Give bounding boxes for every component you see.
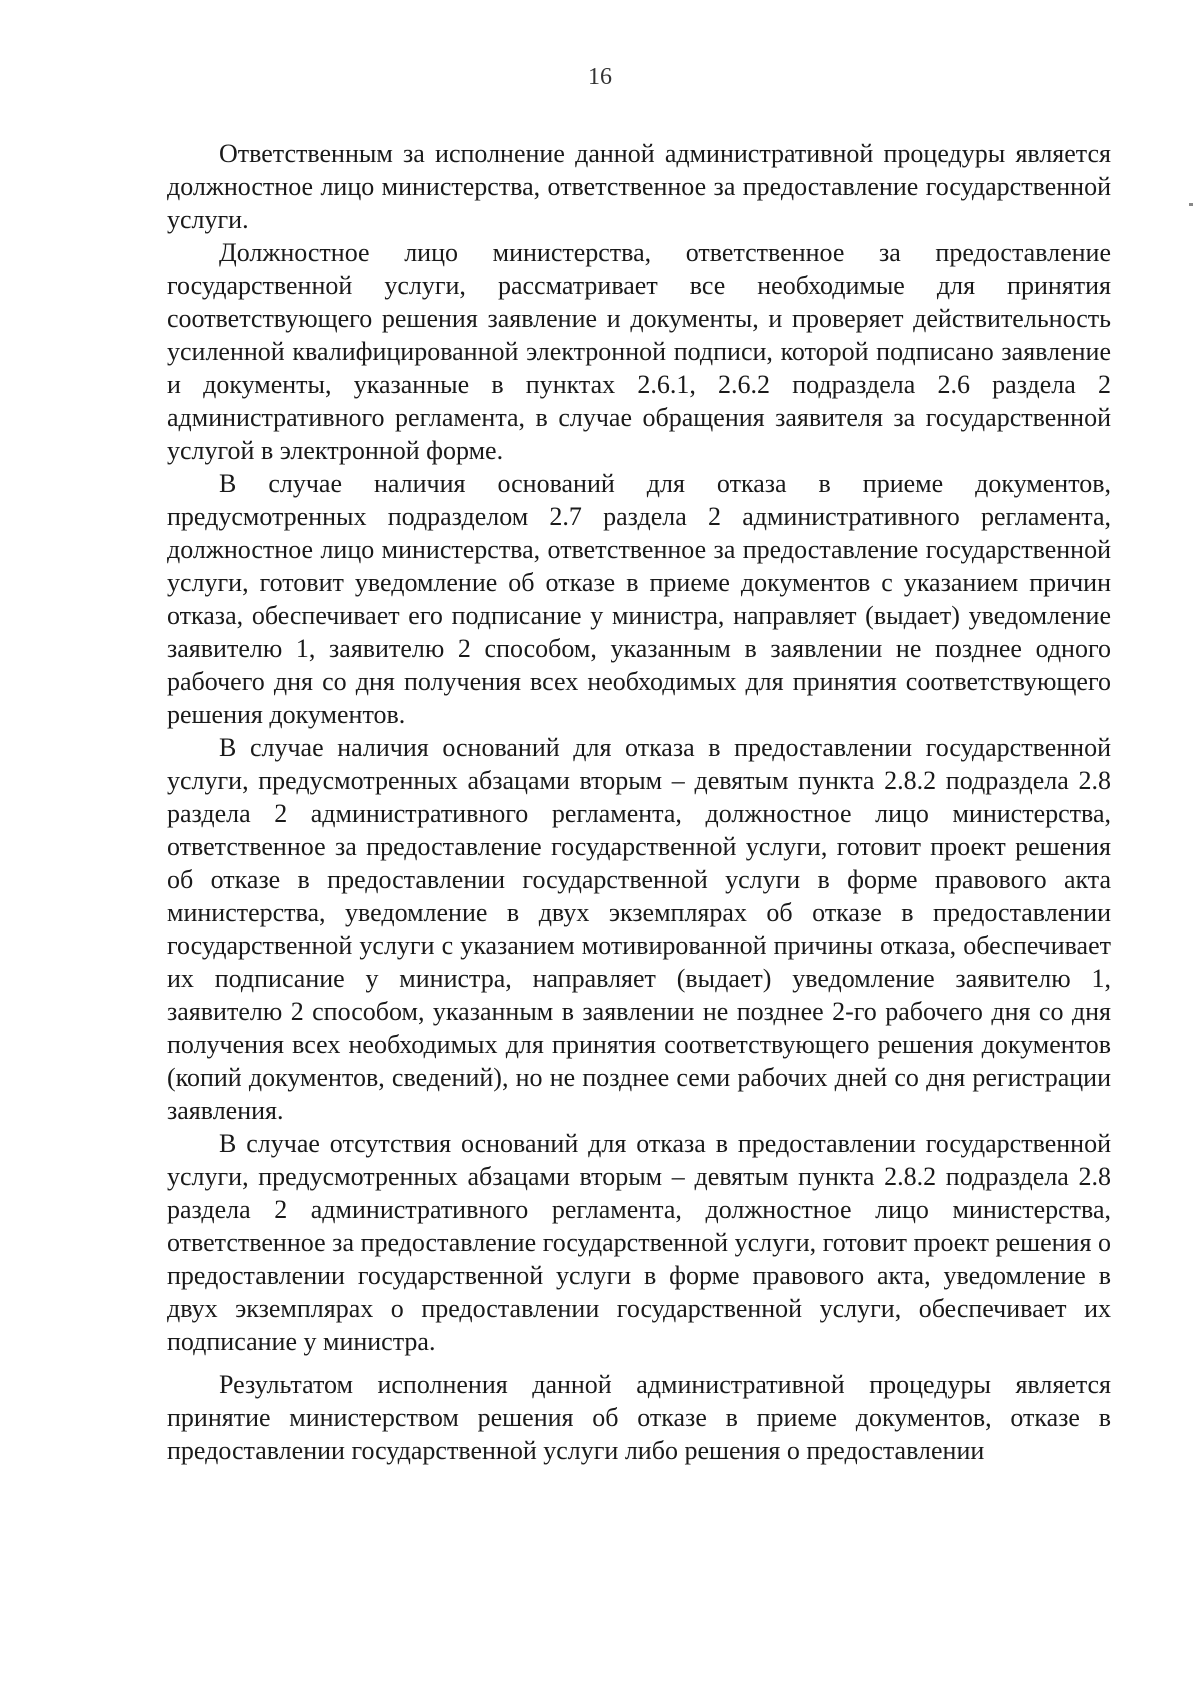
paragraph-document-review: Должностное лицо министерства, ответственное за предоставление государственной услуги, рассматривает все необходимые для принятия соответствующего решения заявление и документы, и проверяет действительность усиленной квалифицированной электронной подписи, которой подписано заявление и документы, указанные в пунктах 2.6.1, 2.6.2 подраздела 2.6 раздела 2 административного регламента, в случае обращения заявителя за государственной услугой в электронной форме. bbox=[167, 238, 1111, 465]
paragraph-procedure-result: Результатом исполнения данной административной процедуры является принятие министерством решения об отказе в приеме документов, отказе в предоставлении государственной услуги либо решения о предоставлении bbox=[167, 1370, 1111, 1465]
paragraph-service-granted: В случае отсутствия оснований для отказа в предоставлении государственной услуги, предусмотренных абзацами вторым – девятым пункта 2.8.2 подраздела 2.8 раздела 2 административного регламента, должностное лицо министерства, ответственное за предоставление государственной услуги, готовит проект решения о предоставлении государственной услуги в форме правового акта, уведомление в двух экземплярах о предоставлении государственной услуги, обеспечивает их подписание у министра. bbox=[167, 1129, 1111, 1356]
scan-edge-mark bbox=[1189, 203, 1193, 206]
paragraph-refusal-service: В случае наличия оснований для отказа в предоставлении государственной услуги, предусмотренных абзацами вторым – девятым пункта 2.8.2 подраздела 2.8 раздела 2 административного регламента, должностное лицо министерства, ответственное за предоставление государственной услуги, готовит проект решения об отказе в предоставлении государственной услуги в форме правового акта министерства, уведомление в двух экземплярах об отказе в предоставлении государственной услуги с указанием мотивированной причины отказа, обеспечивает их подписание у министра, направляет (выдает) уведомление заявителю 1, заявителю 2 способом, указанным в заявлении не позднее 2-го рабочего дня со дня получения всех необходимых для принятия соответствующего решения документов (копий документов, сведений), но не позднее семи рабочих дней со дня регистрации заявления. bbox=[167, 733, 1111, 1125]
page-number: 16 bbox=[588, 64, 612, 90]
paragraph-refusal-acceptance: В случае наличия оснований для отказа в приеме документов, предусмотренных подразделом 2.7 раздела 2 административного регламента, должностное лицо министерства, ответственное за предоставление государственной услуги, готовит уведомление об отказе в приеме документов с указанием причин отказа, обеспечивает его подписание у министра, направляет (выдает) уведомление заявителю 1, заявителю 2 способом, указанным в заявлении не позднее одного рабочего дня со дня получения всех необходимых для принятия соответствующего решения документов. bbox=[167, 469, 1111, 729]
document-body bbox=[167, 137, 1111, 1467]
paragraph-responsible-official: Ответственным за исполнение данной административной процедуры является должностное лицо министерства, ответственное за предоставление государственной услуги. bbox=[167, 139, 1111, 234]
